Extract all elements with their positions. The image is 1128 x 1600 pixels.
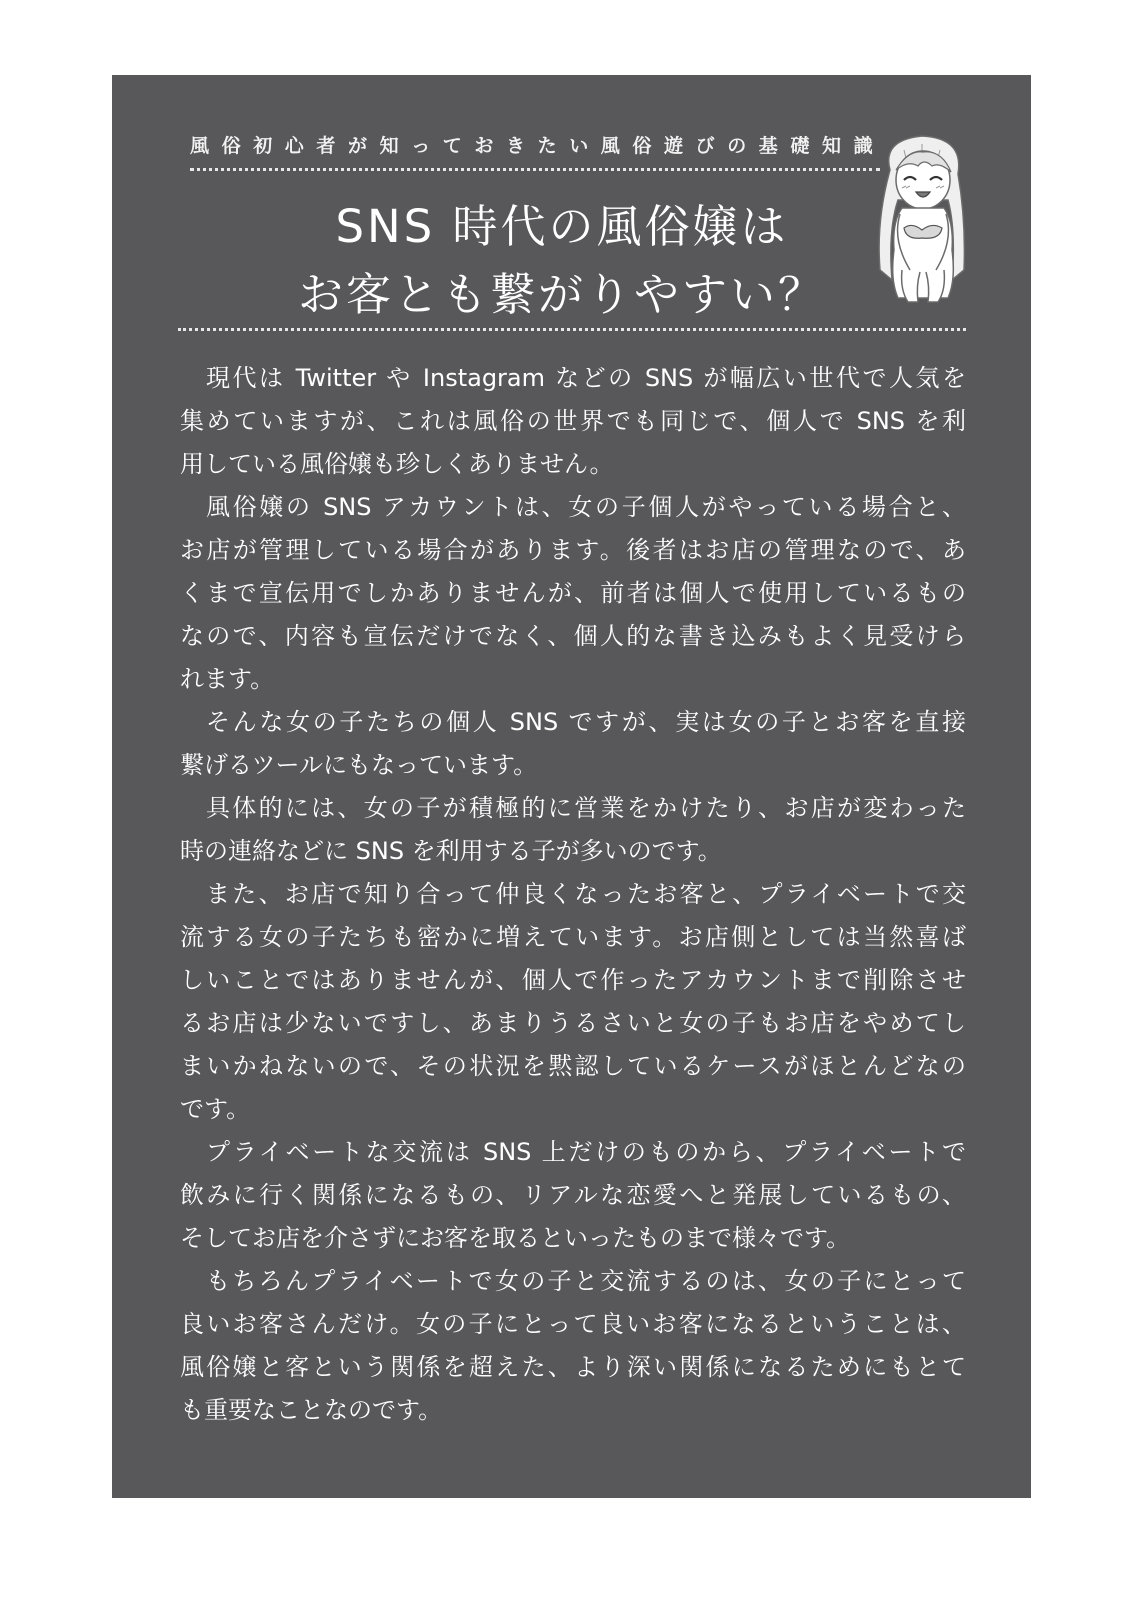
- paragraph-line: 用している風俗嬢も珍しくありません。: [180, 450, 614, 478]
- article-panel: [112, 75, 1031, 1498]
- article-paragraph: [180, 1260, 966, 1432]
- article-title: [212, 193, 912, 329]
- article-paragraph: [180, 486, 966, 701]
- paragraph-line: 良いお客さんだけ。女の子にとって良いお客になるということは、: [180, 1310, 966, 1338]
- paragraph-line: 時の連絡などに SNS を利用する子が多いのです。: [180, 837, 722, 865]
- article-paragraph: [180, 787, 966, 873]
- paragraph-line: そんな女の子たちの個人 SNS ですが、実は女の子とお客を直接: [206, 708, 966, 736]
- paragraph-line: 流する女の子たちも密かに増えています。お店側としては当然喜ば: [180, 923, 966, 951]
- article-body: [180, 357, 966, 1432]
- paragraph-line: まいかねないので、その状況を黙認しているケースがほとんどなの: [180, 1052, 966, 1080]
- article-paragraph: [180, 1131, 966, 1260]
- paragraph-line: 現代は Twitter や Instagram などの SNS が幅広い世代で人気を: [206, 364, 966, 392]
- paragraph-line: 飲みに行く関係になるもの、リアルな恋愛へと発展しているもの、: [180, 1181, 966, 1209]
- paragraph-line: 具体的には、女の子が積極的に営業をかけたり、お店が変わった: [206, 794, 966, 822]
- paragraph-line: くまで宣伝用でしかありませんが、前者は個人で使用しているもの: [180, 579, 966, 607]
- mascot-girl-illustration: [852, 130, 992, 310]
- article-paragraph: [180, 357, 966, 486]
- paragraph-line: そしてお店を介さずにお客を取るといったものまで様々です。: [180, 1224, 851, 1252]
- paragraph-line: なので、内容も宣伝だけでなく、個人的な書き込みもよく見受けら: [180, 622, 966, 650]
- paragraph-line: また、お店で知り合って仲良くなったお客と、プライベートで交: [206, 880, 966, 908]
- article-paragraph: [180, 873, 966, 1131]
- paragraph-line: れます。: [180, 665, 275, 693]
- dotted-divider-bottom: [178, 328, 966, 331]
- paragraph-line: です。: [180, 1095, 251, 1123]
- paragraph-line: お店が管理している場合があります。後者はお店の管理なので、あ: [180, 536, 966, 564]
- paragraph-line: も重要なことなのです。: [180, 1396, 443, 1424]
- paragraph-line: 風俗嬢の SNS アカウントは、女の子個人がやっている場合と、: [206, 493, 966, 521]
- article-paragraph: [180, 701, 966, 787]
- paragraph-line: 風俗嬢と客という関係を超えた、より深い関係になるためにもとて: [180, 1353, 966, 1381]
- paragraph-line: しいことではありませんが、個人で作ったアカウントまで削除させ: [180, 966, 966, 994]
- paragraph-line: 集めていますが、これは風俗の世界でも同じで、個人で SNS を利: [180, 407, 966, 435]
- title-line-1: SNS 時代の風俗嬢は: [335, 200, 789, 253]
- paragraph-line: もちろんプライベートで女の子と交流するのは、女の子にとって: [206, 1267, 966, 1295]
- paragraph-line: プライベートな交流は SNS 上だけのものから、プライベートで: [206, 1138, 966, 1166]
- dotted-divider-top: [190, 168, 880, 171]
- paragraph-line: るお店は少ないですし、あまりうるさいと女の子もお店をやめてし: [180, 1009, 966, 1037]
- series-subtitle: 風俗初心者が知っておきたい風俗遊びの基礎知識: [190, 135, 886, 157]
- title-line-2: お客とも繋がりやすい？: [297, 268, 826, 321]
- paragraph-line: 繋げるツールにもなっています。: [180, 751, 538, 779]
